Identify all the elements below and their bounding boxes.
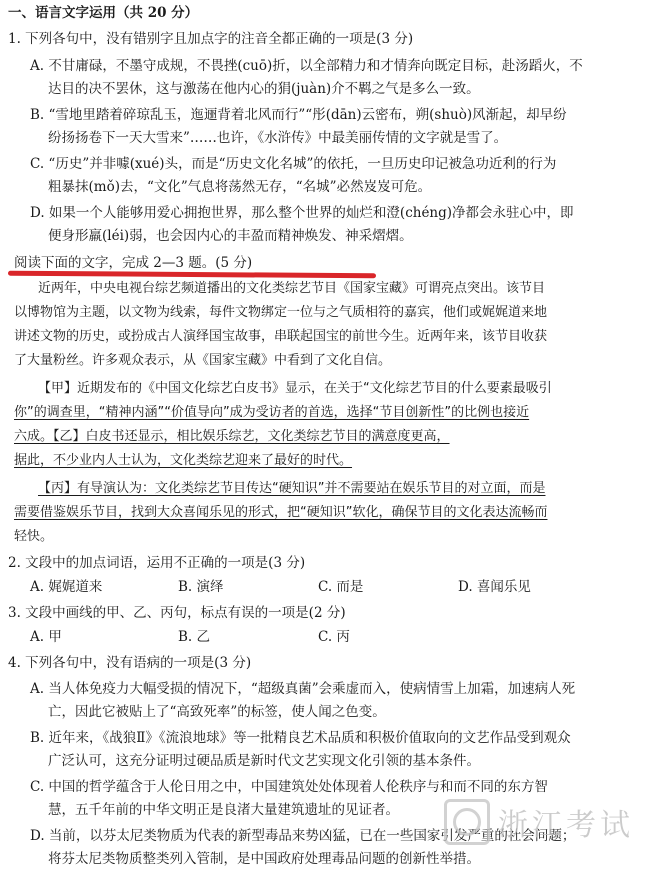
q1-option-c-line2: 粗暴抹(mǒ)去，“文化”气息将荡然无存，“名城”必然岌岌可危。 xyxy=(48,179,432,195)
q4-option-a-line1: A. 当人体免疫力大幅受损的情况下，“超级真菌”会乘虚而入，使病情雪上加霜，加速病人死 xyxy=(30,681,576,697)
q2-stem: 2. 文段中的加点词语，运用不正确的一项是(3 分) xyxy=(8,555,306,571)
q3-option-a: A. 甲 xyxy=(30,629,62,645)
q4-option-c-line2: 慧，五千年前的中华文明正是良渚大量建筑遗址的见证者。 xyxy=(48,802,399,818)
section-title: 一、语言文字运用（共 20 分） xyxy=(8,5,199,21)
passage-p2-line4: 据此，不少业内人士认为，文化类综艺迎来了最好的时代。 xyxy=(14,453,353,468)
q1-option-d-line1: D. 如果一个人能够用爱心拥抱世界，那么整个世界的灿烂和澄(chéng)净都会永驻心中，即 xyxy=(30,205,574,221)
passage-p2-line2: 你”的调查里，“精神内涵”“价值导向”成为受访者的首选，选择“节目创新性”的比例也接近 xyxy=(14,405,530,420)
q1-option-c-line1: C. “历史”并非噱(xué)头，而是“历史文化名城”的依托，一旦历史印记被急功近利的行为 xyxy=(30,156,557,172)
q2-option-a: A. 娓娓道来 xyxy=(30,579,103,595)
q3-option-c: C. 丙 xyxy=(318,629,350,645)
q4-option-c-line1: C. 中国的哲学蕴含于人伦日用之中，中国建筑处处体现着人伦秩序与和而不同的东方智 xyxy=(30,779,548,795)
reading-intro: 阅读下面的文字，完成 2—3 题。(5 分) xyxy=(14,255,253,271)
q3-option-b: B. 乙 xyxy=(178,629,211,645)
passage-p2-line1: 【甲】近期发布的《中国文化综艺白皮书》显示，在关于“文化综艺节目的什么要素最吸引 xyxy=(38,381,552,396)
q1-option-b-line1: B. “雪地里踏着碎琼乱玉，迤逦背着北风而行”“彤(dān)云密布，朔(shuò)风渐起，却早纷 xyxy=(30,107,567,123)
watermark-text: 浙江考试 xyxy=(498,808,634,843)
q4-option-b-line1: B. 近年来，《战狼Ⅱ》《流浪地球》等一批精良艺术品质和积极价值取向的文艺作品受到观众 xyxy=(30,730,571,746)
passage-p3-line2: 需要借鉴娱乐节目，找到大众喜闻乐见的形式，把“硬知识”软化，确保节目的文化表达流畅而 xyxy=(14,505,548,520)
passage-p1-line2: 以博物馆为主题，以文物为线索，每件文物绑定一位与之气质相符的嘉宾，他们或娓娓道来地 xyxy=(14,305,548,320)
passage-p1-line4: 了大量粉丝。许多观众表示，从《国家宝藏》中看到了文化自信。 xyxy=(14,353,392,368)
passage-p3-line1: 【丙】有导演认为：文化类综艺节目传达“硬知识”并不需要站在娱乐节目的对立面，而是 xyxy=(38,481,546,496)
q3-stem: 3. 文段中画线的甲、乙、丙句，标点有误的一项是(2 分) xyxy=(8,605,346,621)
passage-p1-line1: 近两年，中央电视台综艺频道播出的文化类综艺节目《国家宝藏》可谓亮点突出。该节目 xyxy=(38,281,546,296)
q2-option-b: B. 演绎 xyxy=(178,579,224,595)
q1-option-b-line2: 纷扬扬卷下一天大雪来”……也许，《水浒传》中最美丽传情的文字就是雪了。 xyxy=(48,130,508,146)
red-pen-underline xyxy=(8,271,376,279)
q4-stem: 4. 下列各句中，没有语病的一项是(3 分) xyxy=(8,655,252,671)
q1-option-a-line2: 达目的决不罢休，这与激荡在他内心的狷(juàn)介不羁之气是多么一致。 xyxy=(48,81,480,97)
q2-option-d: D. 喜闻乐见 xyxy=(458,579,531,595)
q4-option-a-line2: 亡，因此它被贴上了“高致死率”的标签，使人闻之色变。 xyxy=(48,704,386,720)
passage-p3-line3: 轻快。 xyxy=(14,529,54,544)
q1-option-d-line2: 便身形羸(léi)弱，也会因内心的丰盈而精神焕发、神采熠熠。 xyxy=(48,228,413,244)
watermark xyxy=(444,799,634,845)
q1-stem: 1. 下列各句中，没有错别字且加点字的注音全都正确的一项是(3 分) xyxy=(8,31,414,47)
q4-option-d-line2: 将芬太尼类物质整类列入管制，是中国政府处理毒品问题的创新性举措。 xyxy=(48,851,480,867)
passage-p1-line3: 讲述文物的历史，或扮成古人演绎国宝故事，串联起国宝的前世今生。近两年来，该节目收获 xyxy=(14,329,548,344)
q1-option-a-line1: A. 不甘庸碌，不墨守成规，不畏挫(cuō)折，以全部精力和才情奔向既定目标，赴汤蹈火，不 xyxy=(30,58,583,74)
q2-option-c: C. 而是 xyxy=(318,579,364,595)
passage-p2-line3: 六成。【乙】白皮书还显示，相比娱乐综艺，文化类综艺节目的满意度更高， xyxy=(14,429,450,444)
q4-option-b-line2: 广泛认可，这充分证明过硬品质是新时代文艺实现文化引领的基本条件。 xyxy=(48,753,480,769)
q4-option-d-line1: D. 当前，以芬太尼类物质为代表的新型毒品来势凶猛，已在一些国家引发严重的社会问题； xyxy=(30,828,576,844)
watermark-logo-icon xyxy=(444,799,490,845)
